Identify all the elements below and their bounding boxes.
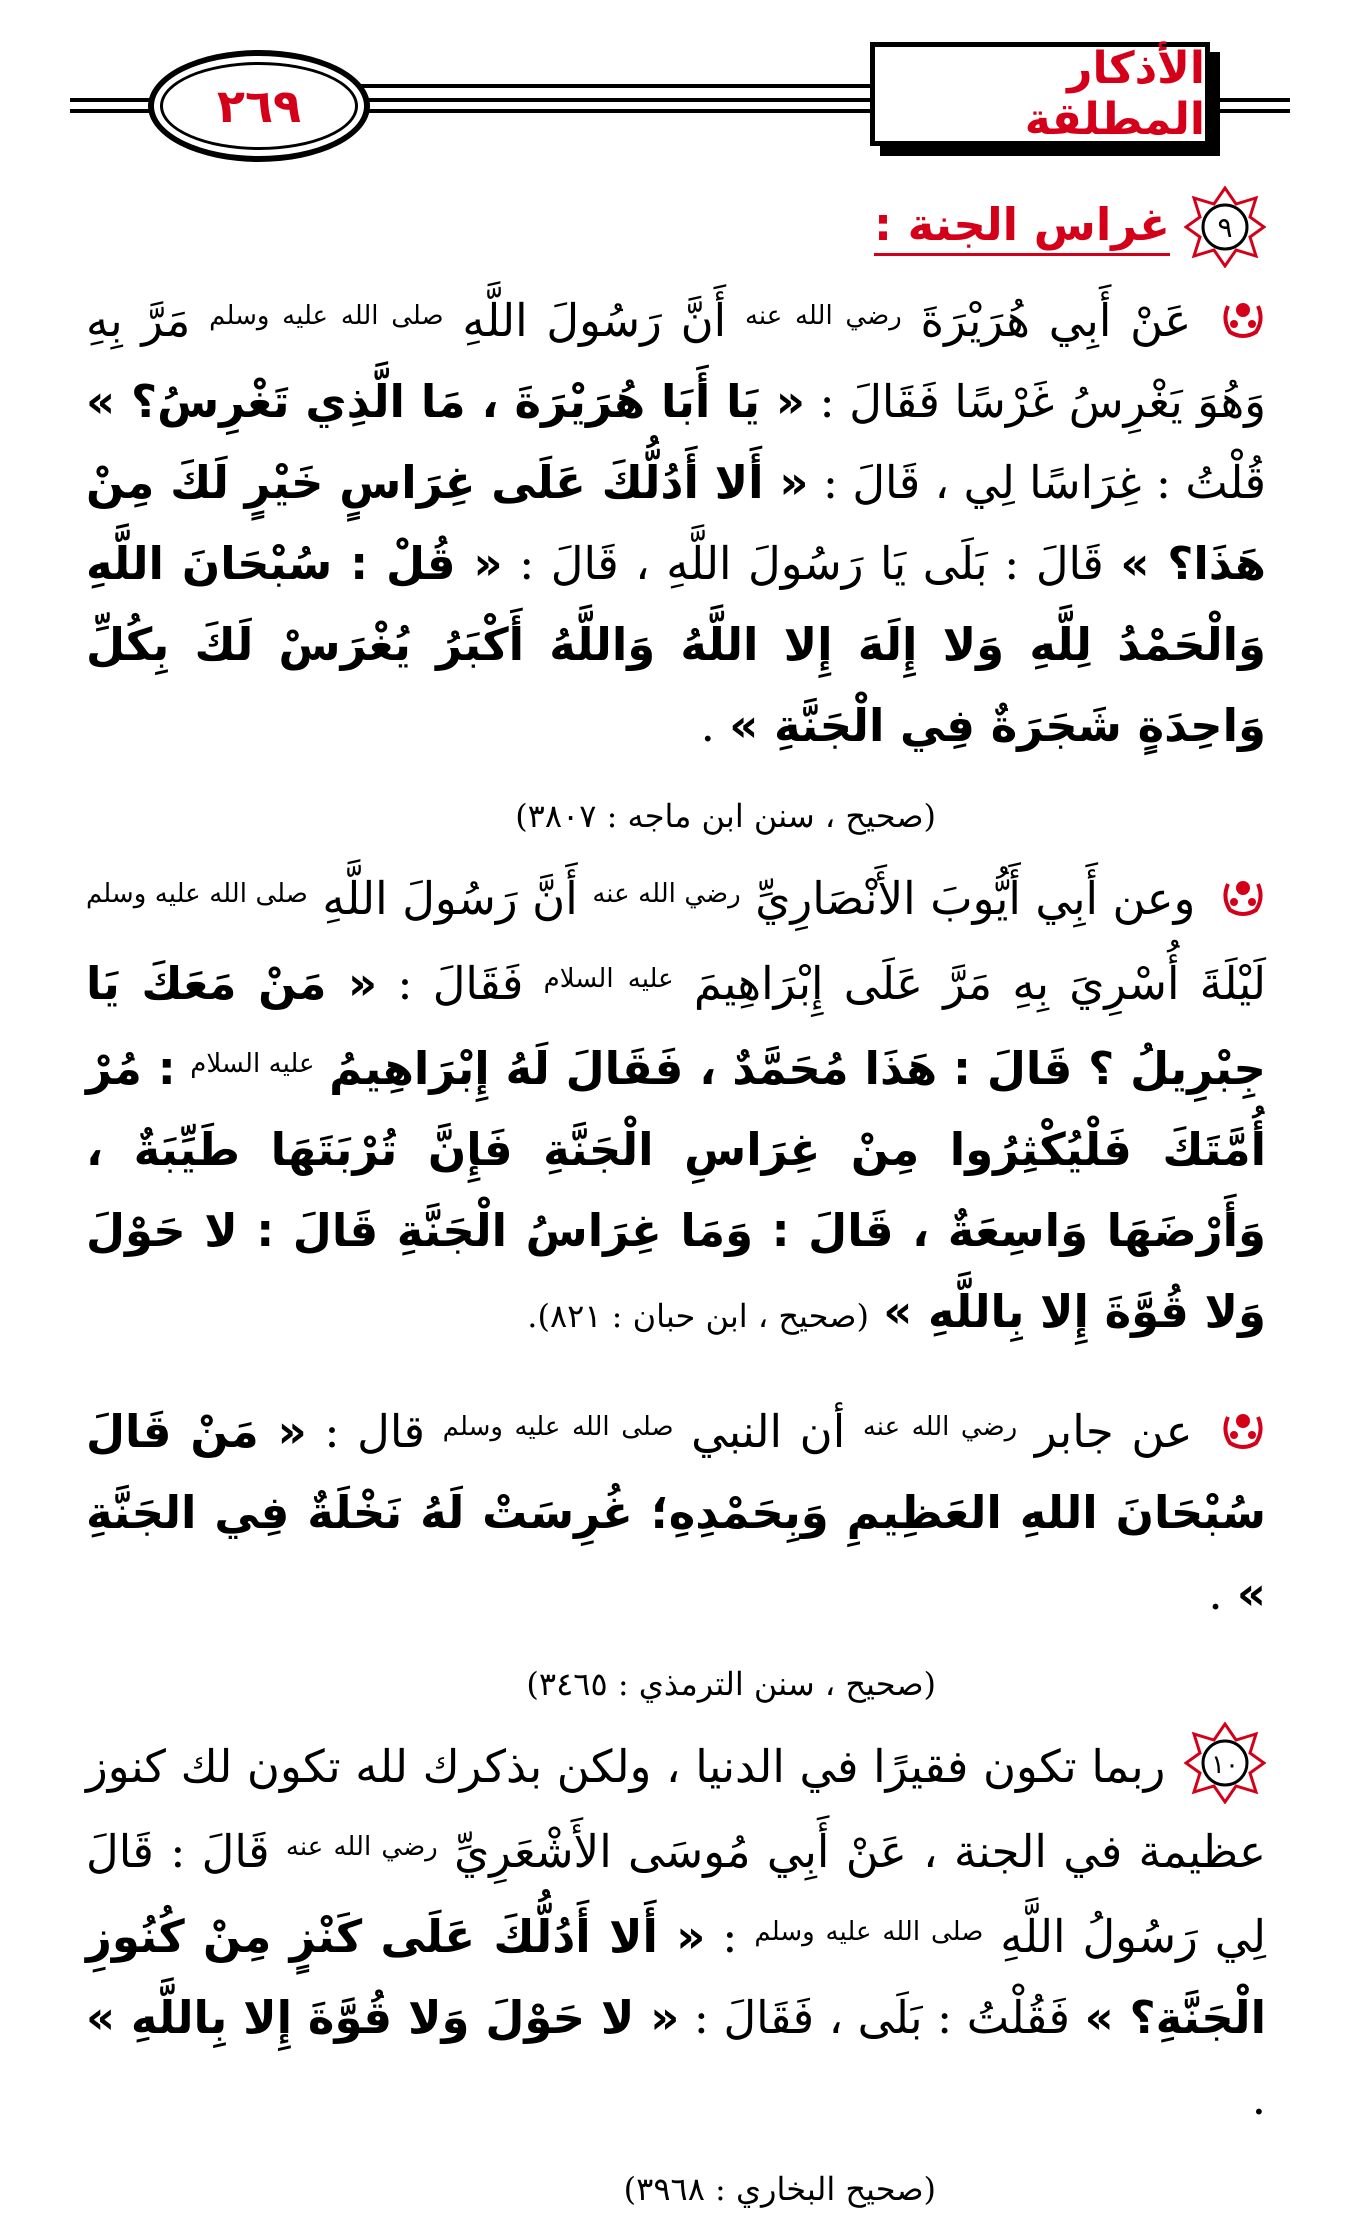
octagram-number-badge-icon bbox=[1184, 1722, 1266, 1804]
flower-bullet-icon bbox=[1220, 874, 1266, 920]
hadith-text: وعن أَبِي أَيُّوبَ الأَنْصَارِيِّ bbox=[755, 872, 1196, 925]
flower-bullet-icon bbox=[1220, 1407, 1266, 1453]
flower-bullet-icon bbox=[1220, 296, 1266, 342]
hadith-text: عَنْ أَبِي هُرَيْرَةَ bbox=[920, 294, 1192, 347]
hadith-reference: (صحيح ، ابن حبان : ٨٢١). bbox=[527, 1297, 869, 1335]
prophetic-quote: « أَلا أَدُلُّكَ عَلَى كَنْزٍ مِنْ كُنُوزِ الْجَنَّةِ؟ » bbox=[86, 1910, 1266, 2044]
hadith-text: . bbox=[1208, 1567, 1237, 1620]
section-title: غراس الجنة : bbox=[874, 198, 1170, 256]
section-10-paragraph bbox=[86, 1722, 1266, 2139]
hadith-text: أن النبي bbox=[691, 1405, 846, 1458]
honorific: رضي الله عنه bbox=[592, 879, 741, 909]
hadith-paragraph bbox=[86, 1387, 1266, 1634]
prophetic-quote: « يَا أَبَا هُرَيْرَةَ ، مَا الَّذِي تَغْرِسُ؟ » bbox=[86, 375, 805, 428]
page-content bbox=[86, 182, 1266, 2227]
hadith-text: لَيْلَةَ أُسْرِيَ بِهِ مَرَّ عَلَى إِبْرَاهِيمَ bbox=[693, 957, 1266, 1010]
honorific: عليه السلام bbox=[190, 1049, 315, 1079]
hadith-text: قَالَ : بَلَى يَا رَسُولَ اللَّهِ ، قَالَ : bbox=[519, 537, 1104, 590]
prophetic-quote: « مَنْ قَالَ سُبْحَانَ اللهِ العَظِيمِ وَبِحَمْدِهِ؛ غُرِسَتْ لَهُ نَخْلَةٌ فِي الجَنَّةِ » bbox=[86, 1405, 1266, 1620]
prophetic-quote: « قُلْ : سُبْحَانَ اللَّهِ وَالْحَمْدُ لِلَّهِ وَلا إِلَهَ إِلا اللَّهُ وَاللَّهُ أَكْبَرُ يُغْرَسْ لَكَ بِكُلِّ وَاحِدَةٍ شَجَرَةٌ فِي الْجَنَّةِ » bbox=[86, 537, 1266, 752]
honorific: صلى الله عليه وسلم bbox=[209, 301, 444, 331]
hadith-text: أَنَّ رَسُولَ اللَّهِ bbox=[462, 294, 727, 347]
book-title-box bbox=[870, 42, 1210, 146]
hadith-paragraph bbox=[86, 854, 1266, 1357]
hadith-reference: (صحيح ، سنن الترمذي : ٣٤٦٥) bbox=[526, 1665, 936, 1703]
hadith-text: مَرَّ بِهِ وَهُوَ يَغْرِسُ غَرْسًا فَقَالَ : bbox=[86, 294, 1266, 428]
prophetic-quote: « لا حَوْلَ وَلا قُوَّةَ إِلا بِاللَّهِ » bbox=[86, 1991, 680, 2044]
hadith-reference: (صحيح ، سنن ابن ماجه : ٣٨٠٧) bbox=[515, 797, 936, 835]
honorific: صلى الله عليه وسلم bbox=[754, 1917, 984, 1947]
hadith-paragraph bbox=[86, 276, 1266, 766]
section-number: ١٠ bbox=[1211, 1750, 1239, 1780]
hadith-text: عن جابر bbox=[1034, 1405, 1193, 1458]
page-number-oval bbox=[148, 50, 370, 162]
section-number: ٩ bbox=[1217, 211, 1233, 244]
hadith-text: قَالَ : قَالَ لِي رَسُولُ اللَّهِ bbox=[86, 1825, 1266, 1963]
header-rule bbox=[330, 84, 890, 88]
prophetic-quote: « أَلا أَدُلُّكَ عَلَى غِرَاسٍ خَيْرٍ لَكَ مِنْ هَذَا؟ » bbox=[86, 456, 1266, 590]
honorific: رضي الله عنه bbox=[744, 301, 902, 331]
hadith-text: عَنْ أَبِي مُوسَى الأَشْعَرِيِّ bbox=[454, 1825, 907, 1878]
hadith-text: فَقُلْتُ : بَلَى ، فَقَالَ : bbox=[693, 1991, 1071, 2044]
hadith-text: قُلْتُ : غِرَاسًا لِي ، قَالَ : bbox=[822, 456, 1266, 509]
book-title: الأذكار المطلقة bbox=[1024, 43, 1205, 145]
hadith-text: . bbox=[1251, 2072, 1266, 2125]
page-number: ٢٦٩ bbox=[216, 79, 302, 133]
section-9-heading bbox=[86, 182, 1266, 272]
hadith-text: أَنَّ رَسُولَ اللَّهِ bbox=[322, 872, 578, 925]
hadith-reference: (صحيح البخاري : ٣٩٦٨) bbox=[623, 2170, 936, 2208]
hadith-text: قال : bbox=[324, 1405, 426, 1458]
honorific: عليه السلام bbox=[543, 964, 674, 994]
hadith-text: فَقَالَ : bbox=[397, 957, 524, 1010]
honorific: صلى الله عليه وسلم bbox=[442, 1412, 674, 1442]
octagram-number-badge-icon bbox=[1184, 186, 1266, 268]
hadith-text: : bbox=[722, 1910, 738, 1963]
honorific: رضي الله عنه bbox=[285, 1832, 438, 1862]
honorific: رضي الله عنه bbox=[862, 1412, 1018, 1442]
honorific: صلى الله عليه وسلم bbox=[86, 879, 308, 909]
hadith-text: . bbox=[700, 699, 730, 752]
page-header bbox=[70, 34, 1290, 154]
section-text: ربما تكون فقيرًا في الدنيا ، ولكن بذكرك لله تكون لك كنوز عظيمة في الجنة ، bbox=[86, 1740, 1267, 1878]
prophetic-quote: : مُرْ أُمَّتَكَ فَلْيُكْثِرُوا مِنْ غِرَاسِ الْجَنَّةِ فَإِنَّ تُرْبَتَهَا طَيِّبَةٌ ، وَأَرْضَهَا وَاسِعَةٌ ، قَالَ : وَمَا غِرَاسُ الْجَنَّةِ قَالَ : لا حَوْلَ وَلا قُوَّةَ إِلا بِاللَّهِ » bbox=[86, 1042, 1266, 1338]
prophetic-quote: « مَنْ مَعَكَ يَا جِبْرِيلُ ؟ قَالَ : هَذَا مُحَمَّدٌ ، فَقَالَ لَهُ إِبْرَاهِيمُ bbox=[86, 957, 1266, 1095]
